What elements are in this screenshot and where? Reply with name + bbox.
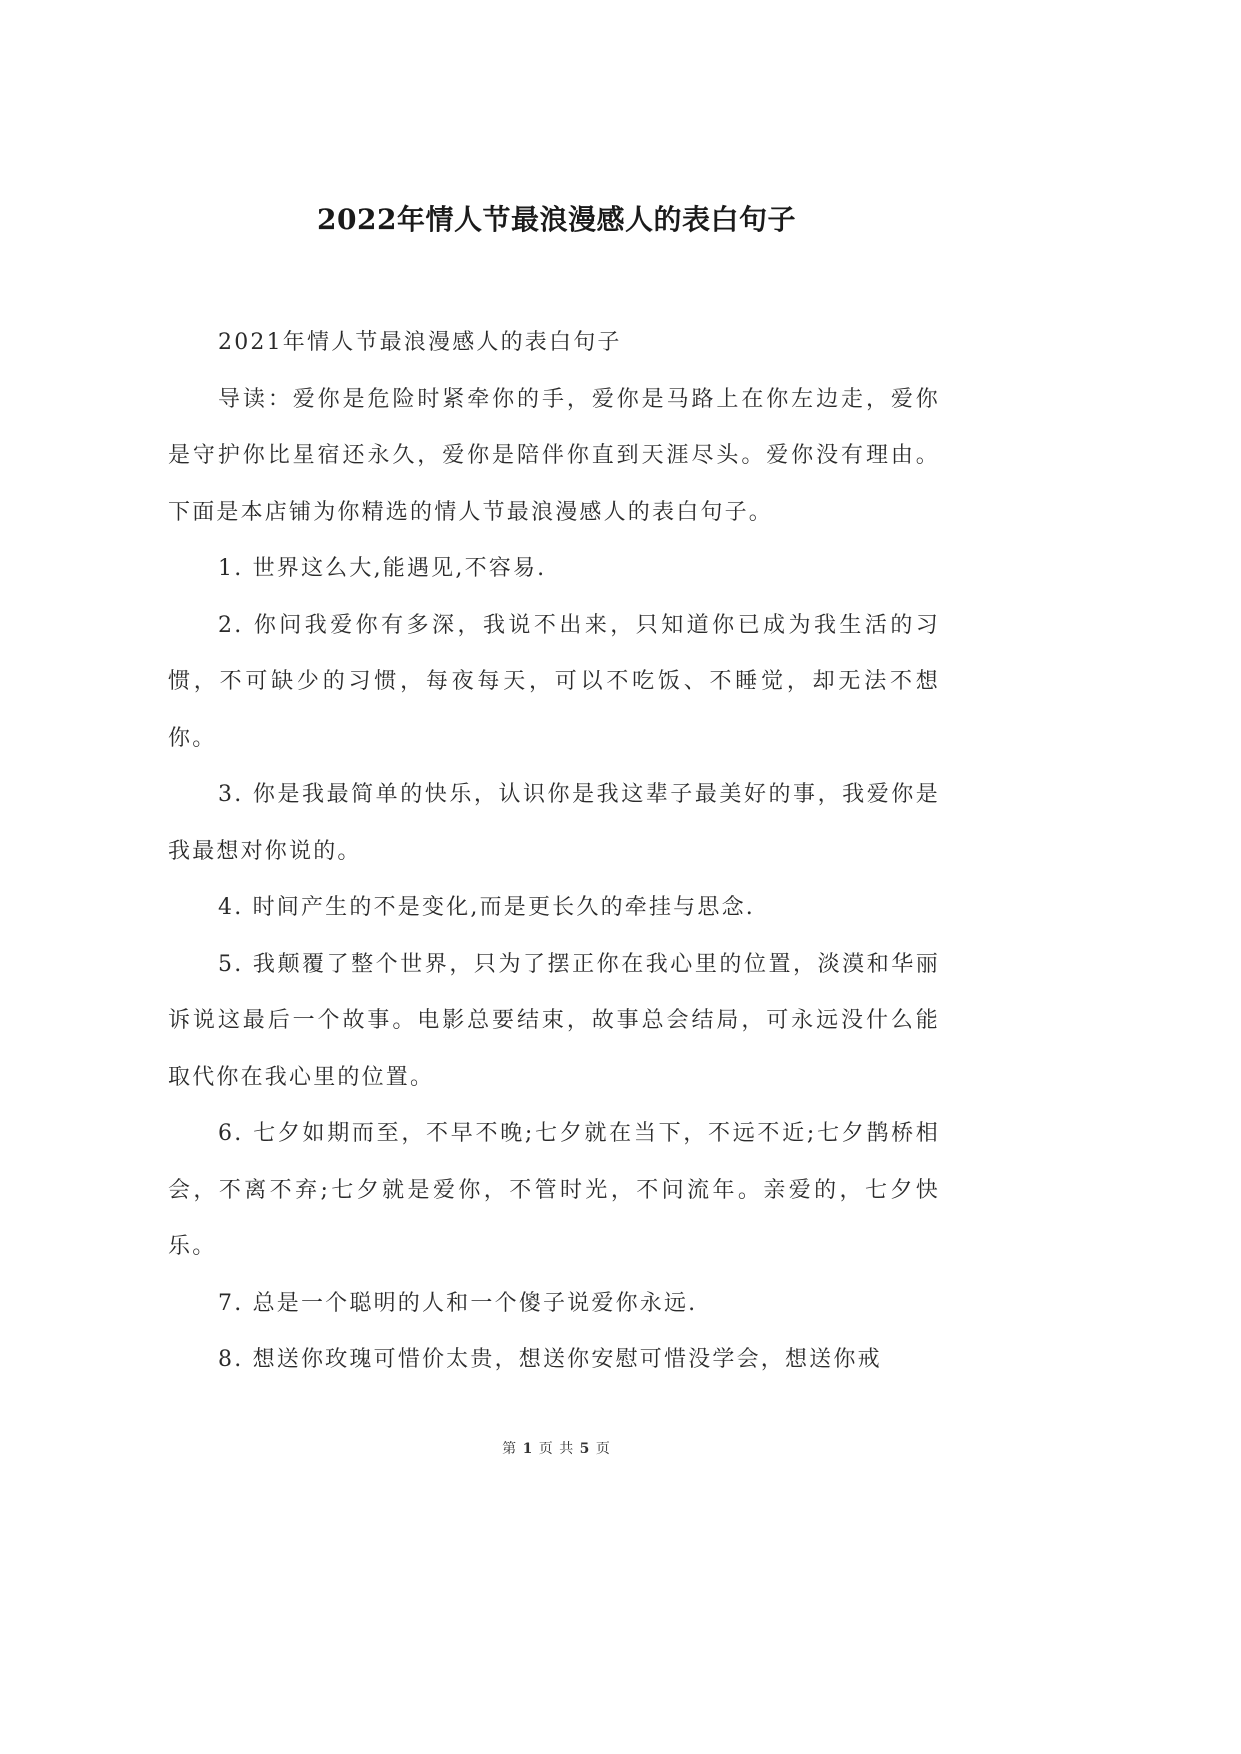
footer-current-page: 1 (522, 1441, 534, 1457)
paragraph-item-4: 4. 时间产生的不是变化,而是更长久的牵挂与思念. (218, 895, 755, 920)
footer-prefix: 第 (502, 1441, 518, 1457)
footer-suffix: 页 (595, 1441, 611, 1457)
paragraph-subtitle: 2021年情人节最浪漫感人的表白句子 (218, 330, 622, 355)
page-footer (0, 1438, 1113, 1458)
footer-total-pages: 5 (579, 1441, 591, 1457)
paragraph-intro: 导读：爱你是危险时紧牵你的手，爱你是马路上在你左边走，爱你是守护你比星宿还永久，爱你是陪伴你直到天涯尽头。爱你没有理由。下面是本店铺为你精选的情人节最浪漫感人的表白句子。 (168, 386, 940, 525)
paragraph-item-8: 8. 想送你玫瑰可惜价太贵，想送你安慰可惜没学会，想送你戒 (218, 1347, 882, 1372)
paragraph-item-6: 6. 七夕如期而至，不早不晚;七夕就在当下，不远不近;七夕鹊桥相会，不离不弃;七夕就是爱你，不管时光，不问流年。亲爱的，七夕快乐。 (168, 1121, 940, 1259)
footer-middle: 页 共 (538, 1441, 575, 1457)
paragraph-item-2: 2. 你问我爱你有多深，我说不出来，只知道你已成为我生活的习惯，不可缺少的习惯，每夜每天，可以不吃饭、不睡觉，却无法不想你。 (168, 612, 940, 751)
paragraph-item-1: 1. 世界这么大,能遇见,不容易. (218, 556, 547, 581)
paragraph-item-3: 3. 你是我最简单的快乐，认识你是我这辈子最美好的事，我爱你是我最想对你说的。 (168, 782, 940, 864)
document-title: 2022年情人节最浪漫感人的表白句子 (317, 203, 796, 236)
paragraph-item-7: 7. 总是一个聪明的人和一个傻子说爱你永远. (218, 1290, 698, 1316)
paragraph-item-5: 5. 我颠覆了整个世界，只为了摆正你在我心里的位置，淡漠和华丽诉说这最后一个故事。电影总要结束，故事总会结局，可永远没什么能取代你在我心里的位置。 (168, 951, 940, 1090)
document-body (168, 315, 940, 1389)
